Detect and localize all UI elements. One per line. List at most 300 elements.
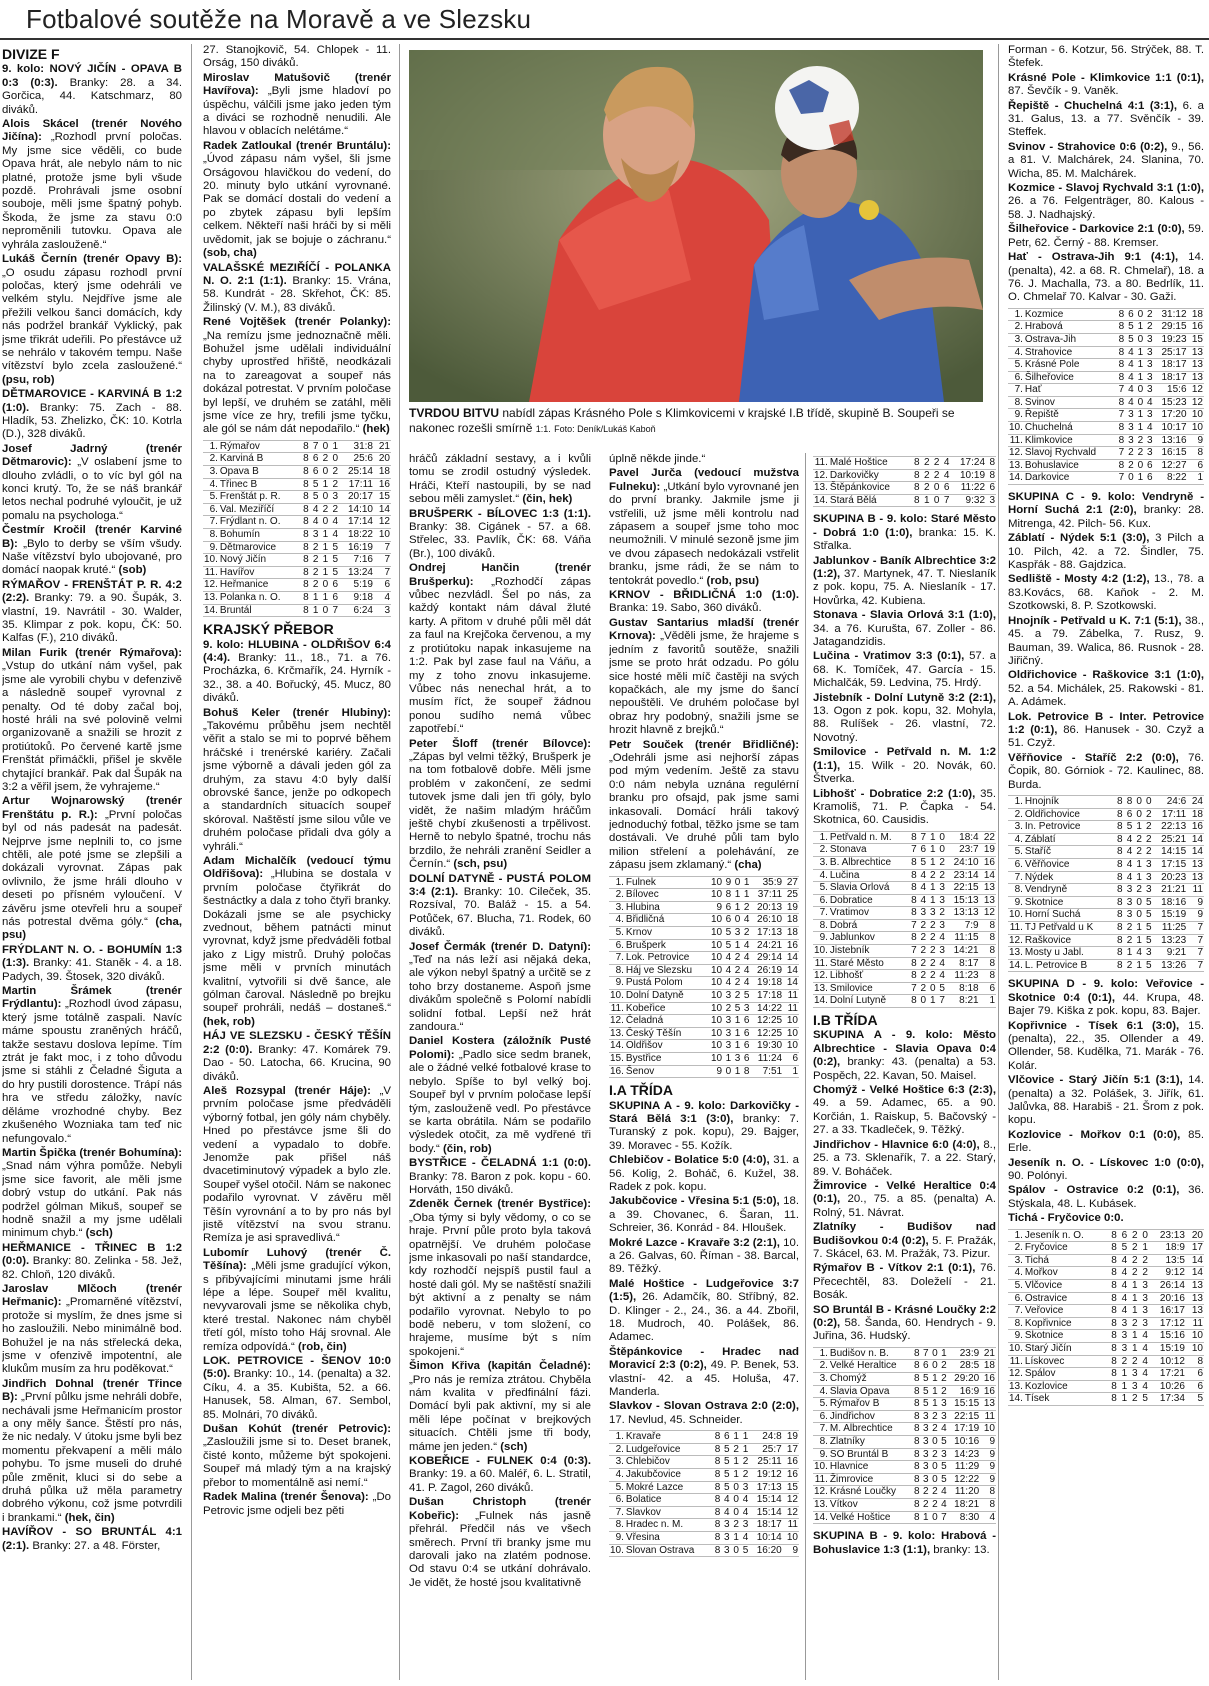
match-heading: HEŘMANICE - TŘINEC B 1:2 (0:0). [2, 1241, 182, 1268]
standings-rank: 4. [1008, 833, 1024, 846]
standings-draws: 2 [927, 919, 936, 932]
standings-rank: 12. [1009, 934, 1023, 946]
standings-row [1008, 1279, 1204, 1292]
standings-points: 19 [783, 901, 799, 914]
coach-quote [203, 1491, 391, 1518]
standings-draws: 1 [732, 901, 741, 914]
standings-points: 13 [1188, 346, 1204, 359]
standings-draws: 1 [1135, 359, 1144, 372]
standings-team: Mokré Lazce [625, 1481, 712, 1494]
standings-wins: 2 [310, 541, 320, 554]
standings-losses: 7 [940, 494, 950, 507]
standings-wins: 2 [1124, 959, 1134, 972]
standings-team: Vlčovice [1024, 1279, 1108, 1292]
match-heading: VALAŠSKÉ MEZIŘÍČÍ - POLANKA N. O. 2:1 (1:1). [203, 261, 391, 287]
match-details: Branky: 10., 14. (penalta) a 32. Cíku, 4. a 35. Kubišta, 52. a 66. Hanusek, 58. Alman, 67. Sembol, 85. Molnári, 70 diváků. [203, 1368, 391, 1421]
standings-losses: 4 [1139, 1355, 1149, 1368]
standings-wins: 1 [310, 591, 320, 604]
standings-row [609, 889, 799, 902]
standings-wins: 1 [1124, 947, 1134, 960]
quote-author: Gustav Santarius mladší (trenér Krnova): [609, 616, 799, 643]
standings-losses: 2 [1139, 1254, 1149, 1267]
standings-score: 14:23 [948, 1448, 980, 1461]
standings-score: 17:12 [1149, 1317, 1186, 1330]
standings-wins: 2 [1125, 447, 1134, 460]
quote-text: „V prvním poločase jsme předváděli výborný fotbal, jen góly nám chyběly. Hned po přestávce jsme šli do vedení a vypadalo to dobře. Jenomže pak přišel náš dvacetiminutový výpadek a bylo zle. Soupeř vyšel otočil. Nám se nakonec podařilo vyrovnat. V závěru měl Těšín vyrovnání a to by pro nás byl jistě vítězství na svou stranu. Remíza je asi spravedlivá.“ [203, 1084, 391, 1245]
coach-quote [2, 1378, 182, 1525]
column-5 [813, 453, 996, 1680]
standings-team: Zlatníky [829, 1435, 912, 1448]
standings-row [609, 1469, 799, 1482]
title-rule [0, 38, 1209, 40]
standings-wins: 3 [721, 1544, 730, 1557]
standings-rank: 13. [1009, 459, 1023, 471]
standings-rank: 13. [610, 1027, 624, 1039]
standings-losses: 5 [741, 989, 750, 1002]
standings-team: Slavia Opava [829, 1385, 912, 1398]
standings-score: 17:19 [948, 1423, 980, 1436]
standings-losses: 2 [329, 478, 339, 491]
standings-table [609, 876, 799, 1079]
standings-losses: 4 [939, 1486, 948, 1499]
standings-team: Raškovice [1024, 934, 1114, 947]
standings-draws: 0 [930, 1347, 939, 1360]
standings-team: Jablunkov [829, 932, 908, 945]
match-details: 35. Kramoliš, 71. P. Čapka - 54. Skotnica, 60. Causidis. [813, 787, 996, 827]
standings-points: 10 [783, 1027, 799, 1040]
standings-points: 10 [1188, 422, 1204, 435]
match-report [609, 1154, 799, 1194]
standings-points: 15 [783, 1481, 799, 1494]
quote-text: „Snad nám výhra pomůže. Nebyli jsme sice favorit, ale měli jsme dobrý vstup do utkání. Pak nás podržel gólman Mikuš, soupeř se hodně snažil a my jsme udělali minimum chyb.“ [2, 1160, 182, 1240]
standings-team: Krnov [625, 926, 707, 939]
standings-rank: 2. [813, 1360, 829, 1373]
standings-score: 23:9 [948, 1347, 980, 1360]
standings-played: 8 [911, 1498, 920, 1511]
standings-rank: 7. [1008, 384, 1024, 397]
standings-wins: 4 [723, 952, 732, 965]
standings-rank: 4. [203, 478, 219, 491]
match-details: branky: 43. (penalta) a 53. Pospěch, 22. Kavan, 50. Maisel. [813, 1056, 996, 1082]
standings-rank: 4. [813, 869, 829, 882]
standings-wins: 2 [1125, 459, 1134, 472]
match-details: 38., 45. a 79. Zábelka, 7. Rusz, 9. Bauman, 39. Walica, 86. Rusnok - 28. Jiřičný. [1008, 614, 1204, 667]
standings-played: 8 [908, 869, 917, 882]
standings-rank: 10. [814, 1461, 828, 1473]
standings-losses: 3 [1139, 1317, 1149, 1330]
standings-draws: 2 [732, 964, 741, 977]
standings-points: 1 [980, 995, 996, 1008]
standings-row [203, 566, 391, 579]
standings-played: 10 [707, 952, 723, 965]
standings-team: Tísek [1024, 1393, 1108, 1406]
standings-rank: 3. [1008, 333, 1024, 346]
standings-score: 11:25 [1153, 921, 1188, 934]
standings-wins: 2 [1124, 921, 1134, 934]
match-heading: Libhošť - Dobratice 2:2 (1:0), [813, 787, 976, 800]
standings-team: Skotnice [1024, 1330, 1108, 1343]
standings-row [203, 604, 391, 617]
standings-losses: 4 [741, 964, 750, 977]
standings-wins: 1 [921, 494, 931, 507]
standings-team: Heřmanice [219, 579, 300, 592]
standings-wins: 2 [723, 1002, 732, 1015]
standings-score: 20:13 [750, 901, 783, 914]
standings-rank: 1. [609, 1431, 625, 1444]
standings-rank: 11. [204, 566, 218, 578]
standings-points: 13 [980, 882, 996, 895]
standings-row [813, 1486, 996, 1499]
caption-headline: TVRDOU BITVU [409, 406, 499, 420]
standings-points: 17 [783, 1443, 799, 1456]
coach-quote [2, 1147, 182, 1241]
standings-losses: 2 [741, 926, 750, 939]
standings-rank: 8. [1008, 884, 1024, 897]
standings-losses: 4 [939, 1423, 948, 1436]
standings-team: Oldřišov [625, 1040, 707, 1053]
standings-wins: 2 [921, 1486, 930, 1499]
quote-source: (hek) [362, 423, 390, 436]
standings-wins: 7 [310, 440, 320, 453]
standings-wins: 4 [1118, 1267, 1128, 1280]
standings-points: 9 [980, 1461, 996, 1474]
standings-score: 18:16 [1153, 896, 1188, 909]
standings-score: 16:20 [749, 1544, 782, 1557]
standings-rank: 13. [204, 591, 218, 603]
standings-team: Jindřichov [829, 1410, 912, 1423]
standings-team: Slavkov [625, 1506, 712, 1519]
standings-points: 25 [783, 889, 799, 902]
standings-played: 8 [1114, 959, 1124, 972]
match-report [609, 1237, 799, 1277]
standings-points: 16 [374, 478, 391, 491]
quote-author: Jaroslav Mlčoch (trenér Heřmanic): [2, 1282, 182, 1309]
standings-rank: 14. [1009, 472, 1023, 484]
standings-score: 18:17 [1154, 371, 1188, 384]
standings-points: 10 [1186, 1342, 1204, 1355]
standings-row [1008, 921, 1204, 934]
standings-score: 8:18 [946, 982, 980, 995]
quote-author: Bohuš Keler (trenér Hlubiny): [203, 706, 391, 719]
standings-rank: 10. [1009, 422, 1023, 434]
standings-played: 8 [1114, 934, 1124, 947]
match-details: 90. Polónyi. [1008, 1169, 1068, 1182]
standings-rank: 1. [609, 876, 625, 889]
standings-wins: 5 [721, 1469, 730, 1482]
standings-wins: 6 [1118, 1229, 1128, 1242]
standings-team: Libhošť [829, 970, 908, 983]
standings-points: 13 [980, 1398, 996, 1411]
standings-wins: 6 [723, 901, 732, 914]
standings-losses: 3 [939, 1448, 948, 1461]
match-report [813, 555, 996, 609]
standings-played: 8 [1107, 1267, 1117, 1280]
standings-team: Dobrá [829, 919, 908, 932]
standings-played: 8 [1116, 422, 1125, 435]
standings-points: 8 [980, 1498, 996, 1511]
caption-score: 1:1. [535, 424, 551, 434]
match-heading: SKUPINA A - 9. kolo: Darkovičky - Stará Bělá 3:1 (3:0), [609, 1099, 799, 1125]
standings-rank: 2. [1008, 1242, 1024, 1255]
standings-losses: 4 [741, 939, 750, 952]
standings-played: 8 [1107, 1242, 1117, 1255]
standings-score: 31:8 [339, 440, 374, 453]
standings-row [1008, 384, 1204, 397]
quote-text: „Utkání bylo vyrovnané jen do první branky. Jakmile jsme ji vstřelili, už jsme měli kontrolu nad zápasem a soupeř jsme toho moc neumožnili. V minulé sezoně jsme jim ve dvou zápasech nedokázali vstřelit branku, jsme rádi, že se nám to tentokrát povedlo.“ [609, 480, 799, 587]
standings-played: 8 [300, 541, 310, 554]
standings-played: 7 [1116, 472, 1125, 485]
coach-quote [2, 795, 182, 942]
standings-row [609, 1494, 799, 1507]
standings-wins: 5 [721, 1443, 730, 1456]
match-details: 26. a 76. Felgenträger, 80. Kalous - 58. J. Nadhajský. [1008, 195, 1204, 221]
standings-losses: 4 [1144, 422, 1153, 435]
standings-played: 8 [911, 1511, 920, 1524]
match-report [1008, 100, 1204, 140]
standings-points: 7 [374, 554, 391, 567]
match-details: branka: 15. K. Střalka. [813, 526, 996, 553]
standings-score: 15:14 [749, 1506, 782, 1519]
standings-losses: 0 [937, 831, 946, 844]
match-details: branky: 13. [933, 1543, 990, 1556]
match-report [2, 63, 182, 117]
standings-losses: 3 [1144, 409, 1153, 422]
standings-played: 10 [707, 964, 723, 977]
standings-team: Starý Jičín [1024, 1342, 1108, 1355]
standings-score: 19:18 [750, 977, 783, 990]
standings-score: 17:11 [1153, 808, 1188, 821]
standings-row [1008, 1393, 1204, 1406]
standings-wins: 2 [921, 469, 931, 482]
standings-team: Ostravice [1024, 1292, 1108, 1305]
standings-points: 8 [1186, 1355, 1204, 1368]
standings-row [609, 1532, 799, 1545]
standings-losses: 3 [740, 1481, 749, 1494]
match-heading: Oldřichovice - Raškovice 3:1 (1:0), [1008, 669, 1204, 682]
standings-score: 25:14 [339, 465, 374, 478]
standings-played: 8 [911, 1448, 920, 1461]
standings-draws: 1 [732, 889, 741, 902]
standings-team: Spálov [1024, 1368, 1108, 1381]
standings-score: 18:4 [946, 831, 980, 844]
standings-team: Svinov [1024, 396, 1116, 409]
quote-source: (hek, čin) [64, 1511, 115, 1524]
standings-draws: 1 [1135, 472, 1144, 485]
coach-quote [409, 1496, 591, 1590]
match-report [1008, 1212, 1204, 1225]
standings-score: 13:13 [946, 907, 980, 920]
standings-losses: 1 [1139, 1242, 1149, 1255]
standings-wins: 3 [310, 528, 320, 541]
standings-rank: 9. [1008, 896, 1024, 909]
standings-played: 8 [300, 478, 310, 491]
standings-points: 10 [1188, 409, 1204, 422]
standings-draws: 0 [930, 1461, 939, 1474]
standings-rank: 2. [203, 453, 219, 466]
standings-losses: 3 [937, 945, 946, 958]
standings-losses: 6 [741, 1040, 750, 1053]
standings-team: Chuchelná [1024, 422, 1116, 435]
standings-played: 8 [1116, 396, 1125, 409]
standings-wins: 3 [1124, 884, 1134, 897]
standings-played: 8 [911, 1410, 920, 1423]
standings-row [609, 876, 799, 889]
standings-losses: 3 [329, 491, 339, 504]
standings-team: Hradec n. M. [625, 1519, 712, 1532]
standings-points: 5 [1186, 1393, 1204, 1406]
match-details: Branky: 28. a 34. Gorčica, 44. Katschmarz, 80 diváků. [2, 76, 182, 116]
standings-wins: 5 [921, 1372, 930, 1385]
standings-wins: 6 [1124, 808, 1134, 821]
standings-draws: 1 [732, 1065, 741, 1078]
standings-rank: 3. [609, 901, 625, 914]
match-heading: Jistebník - Dolní Lutyně 3:2 (2:1), [813, 691, 996, 704]
standings-draws: 0 [930, 1360, 939, 1373]
standings-team: Stará Bělá [829, 494, 911, 507]
standings-points: 13 [1186, 1305, 1204, 1318]
photo-credit: Foto: Deník/Lukáš Kaboň [554, 424, 656, 434]
standings-wins: 4 [310, 503, 320, 516]
standings-row [1008, 934, 1204, 947]
standings-row [813, 856, 996, 869]
quote-text: „Hlubina se dostala v prvním poločase čtyřikrát do šestnáctky a dala z toho čtyři branky. Dokázali jsme se ale psychicky zvednout, během patnácti minut vyrovnat, když jsme předváděli fotbal jako z Ligy mistrů. Druhý poločas jsme měli v prvních minutách kvalitní, vytvořili si dvě šance, ale gólman čaroval. Následně po brejku soupeř prohráli, nedáš – dostaneš.“ [203, 868, 391, 1015]
standings-points: 18 [783, 914, 799, 927]
match-report [609, 1400, 799, 1427]
quote-author: Dušan Kohút (trenér Petrovic): [203, 1423, 391, 1436]
standings-wins: 4 [1124, 846, 1134, 859]
standings-losses: 5 [740, 1544, 749, 1557]
standings-draws: 0 [1133, 795, 1143, 808]
standings-row [203, 453, 391, 466]
quote-text: „Rozhodčí zápas vůbec nezvládl. Šel po nás, za každý kontakt nám dával žluté karty. A přitom v druhé půli měl dát za faul na Krejčoka červenou, a my z protiútoku napak inkasujeme na 1:2. Pak byl zase faul na Váňu, a my z toho znovu inkasujeme. Vůbec nás nenechal hrát, a to musím říct, že soupeř žádnou ponou sudího nemá vůbec zapotřebí.“ [409, 575, 591, 736]
standings-row [1008, 321, 1204, 334]
quote-source: (sob, cha) [203, 247, 257, 260]
match-heading: Jablunkov - Baník Albrechtice 3:2 (1:2), [813, 554, 996, 580]
standings-points: 9 [980, 1473, 996, 1486]
standings-wins: 4 [1125, 396, 1134, 409]
coach-quote [609, 617, 799, 738]
match-heading: Svinov - Strahovice 0:6 (0:2), [1008, 140, 1168, 153]
standings-team: Štěpánkovice [829, 482, 911, 495]
standings-draws: 1 [319, 566, 329, 579]
standings-team: Záblatí [1024, 833, 1114, 846]
standings-points: 20 [374, 453, 391, 466]
standings-wins: 2 [1124, 934, 1134, 947]
standings-points: 6 [986, 482, 996, 495]
standings-points: 14 [1186, 1254, 1204, 1267]
standings-wins: 0 [1125, 472, 1134, 485]
standings-team: Opava B [219, 465, 300, 478]
coach-quote [409, 453, 591, 507]
standings-played: 10 [707, 914, 723, 927]
standings-team: Hrabová [1024, 321, 1116, 334]
standings-table [1008, 308, 1204, 485]
standings-points: 21 [374, 440, 391, 453]
standings-draws: 2 [732, 977, 741, 990]
standings-team: Strahovice [1024, 346, 1116, 359]
standings-team: Kozmice [1024, 308, 1116, 321]
standings-row [609, 1506, 799, 1519]
standings-wins: 3 [1124, 909, 1134, 922]
standings-row [203, 478, 391, 491]
standings-losses: 4 [741, 952, 750, 965]
standings-draws: 0 [1135, 308, 1144, 321]
match-photo [409, 50, 983, 402]
standings-row [1008, 459, 1204, 472]
match-heading: Jeseník n. O. - Lískovec 1:0 (0:0), [1008, 1156, 1204, 1169]
standings-draws: 2 [1133, 833, 1143, 846]
match-report [2, 1242, 182, 1282]
standings-team: Šenov [625, 1065, 707, 1078]
standings-losses: 5 [329, 566, 339, 579]
standings-draws: 2 [1128, 1267, 1138, 1280]
standings-played: 10 [707, 876, 723, 889]
standings-played: 8 [911, 1372, 920, 1385]
standings-wins: 4 [723, 977, 732, 990]
standings-wins: 2 [918, 945, 927, 958]
standings-draws: 1 [1135, 409, 1144, 422]
standings-rank: 13. [814, 1498, 828, 1510]
standings-points: 6 [1186, 1380, 1204, 1393]
standings-points: 8 [980, 919, 996, 932]
standings-team: In. Petrovice [1024, 821, 1114, 834]
standings-wins: 4 [1124, 833, 1134, 846]
standings-wins: 4 [918, 894, 927, 907]
standings-points: 12 [783, 1506, 799, 1519]
match-details: Branky: 38. Cigánek - 57. a 68. Střelec, 33. Pavlík, ČK: 68. Váňa (Br.), 100 diváků. [409, 521, 591, 560]
standings-team: Rýmařov [219, 440, 300, 453]
quote-author: Daniel Kostera (záložník Pusté Polomi): [409, 1035, 591, 1061]
standings-score: 15:19 [1153, 909, 1188, 922]
match-details: 8., 25. a 73. Sklenařík, 7. a 22. Starý, 89. V. Boháček. [813, 1138, 996, 1178]
standings-draws: 2 [1128, 1355, 1138, 1368]
standings-points: 11 [1186, 1317, 1204, 1330]
standings-draws: 0 [731, 1544, 740, 1557]
standings-points: 6 [980, 982, 996, 995]
standings-played: 8 [1114, 947, 1124, 960]
standings-points: 8 [980, 945, 996, 958]
standings-played: 9 [707, 1065, 723, 1078]
standings-rank: 9. [609, 1532, 625, 1545]
standings-team: SO Bruntál B [829, 1448, 912, 1461]
match-report [813, 1029, 996, 1083]
standings-points: 7 [1187, 921, 1204, 934]
standings-losses: 6 [329, 579, 339, 592]
match-details: Branky: 10. Cileček, 35. Rozsíval, 70. Baláž - 15. a 54. Potůček, 67. Blucha, 71. Rodek, 60 diváků. [409, 886, 591, 939]
standings-team: Polanka n. O. [219, 591, 300, 604]
standings-losses: 6 [741, 1027, 750, 1040]
standings-rank: 2. [609, 889, 625, 902]
standings-team: Malé Hoštice [829, 457, 911, 470]
standings-points: 8 [980, 1486, 996, 1499]
standings-wins: 3 [723, 989, 732, 1002]
standings-wins: 6 [723, 914, 732, 927]
standings-row [1008, 1254, 1204, 1267]
standings-draws: 1 [927, 882, 936, 895]
standings-wins: 4 [1124, 858, 1134, 871]
standings-points: 18 [980, 1360, 996, 1373]
standings-draws: 0 [931, 482, 941, 495]
standings-draws: 0 [930, 1511, 939, 1524]
standings-rank: 6. [813, 1410, 829, 1423]
standings-draws: 1 [1128, 1279, 1138, 1292]
standings-losses: 2 [1143, 808, 1153, 821]
standings-draws: 1 [1128, 1305, 1138, 1318]
standings-wins: 2 [918, 957, 927, 970]
standings-team: Dolní Datyně [625, 989, 707, 1002]
quote-text: „Měli jsme gradující výkon, s přibývajícími minutami jsme hráli lépe a lépe. Soupeř měl kvalitu, nevyvarovali jsme se několika chyb, které trestal. Nakonec nám chyběl třetí gól, místo toho Háj srovnal. Ale remíza odpovídá.“ [203, 1260, 391, 1353]
standings-points: 3 [374, 604, 391, 617]
